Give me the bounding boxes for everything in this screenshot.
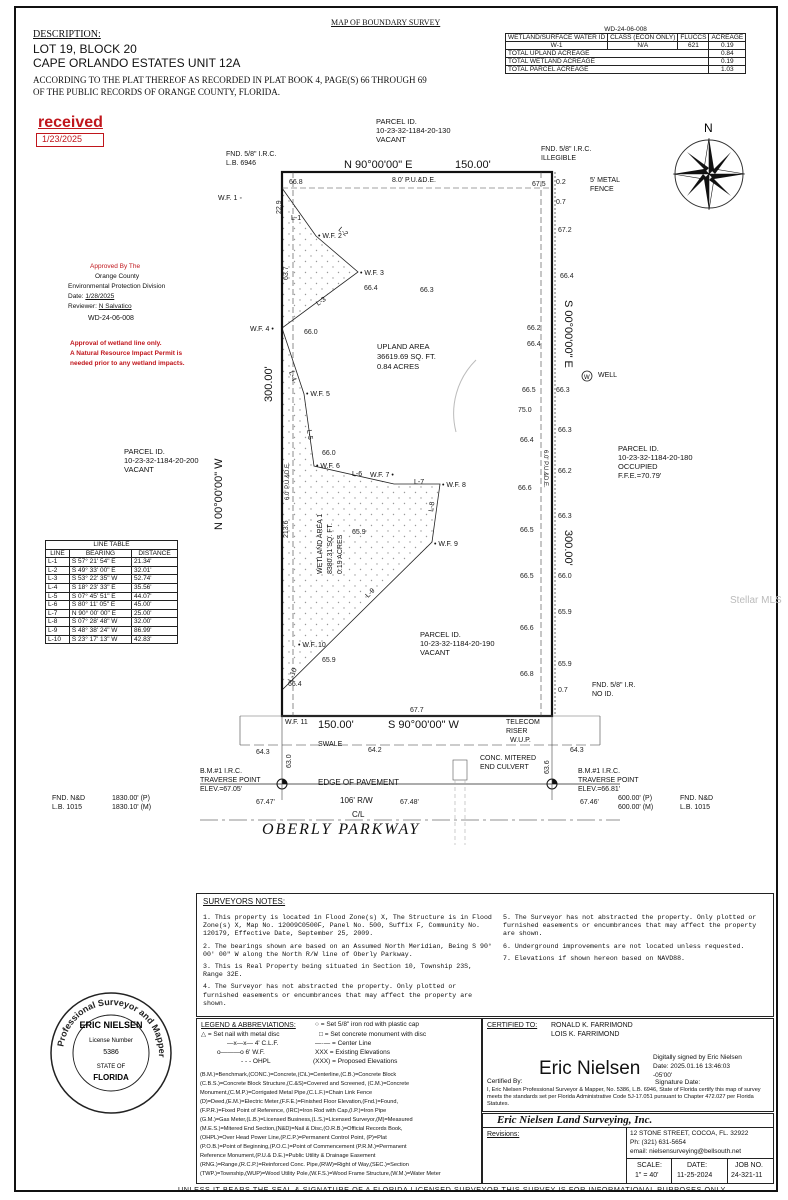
certification-box (482, 1018, 774, 1112)
svg-text:75.0: 75.0 (518, 407, 532, 414)
legend-conc-mon: = Set concrete monument with disc (324, 1031, 427, 1038)
svg-text:66.2: 66.2 (527, 325, 541, 332)
svg-text:66.4: 66.4 (520, 437, 534, 444)
svg-text:0.7: 0.7 (558, 687, 568, 694)
parcel-right-status: OCCUPIED (618, 462, 658, 471)
parcel-bottom-id: 10-23-32-1184-20-190 (420, 639, 495, 648)
wetland-table-title: WD-24-06-008 (604, 26, 647, 33)
table-row (46, 558, 178, 567)
lt-cell: L-9 (46, 626, 70, 635)
fnd-nd-left-lb: L.B. 1015 (52, 804, 82, 811)
culvert-label-2: END CULVERT (480, 764, 529, 771)
svg-text:L-6: L-6 (352, 471, 363, 478)
reviewer-label: Reviewer: (68, 303, 97, 310)
scale-value: 1" = 40' (635, 1172, 659, 1179)
svg-text:66.5: 66.5 (522, 387, 536, 394)
note-item: 5. The Surveyor has not abstracted the property. Only plotted or furnished easements or encumbrances that may affect the property are shown. (503, 914, 757, 938)
lt-cell: 25.00' (132, 609, 178, 618)
wt-cell: W-1 (506, 42, 608, 50)
south-distance: 150.00' (318, 719, 354, 731)
surveyor-seal (48, 990, 174, 1116)
legend-center: = Center Line (331, 1040, 372, 1047)
table-row (46, 635, 178, 644)
svg-text:• W.F. 5: • W.F. 5 (306, 391, 330, 398)
right-of-way: 106' R/W (340, 796, 373, 805)
svg-text:64.2: 64.2 (368, 747, 382, 754)
wt-total-label: TOTAL WETLAND ACREAGE (506, 58, 709, 66)
lt-cell: N 90° 00' 00" E (69, 609, 131, 618)
certified-by-label: Certified By: (487, 1078, 523, 1085)
wt-total-value: 0.84 (709, 50, 746, 58)
svg-text:• W.F. 9: • W.F. 9 (434, 541, 458, 548)
company-phone: Ph: (321) 631-5654 (630, 1139, 687, 1146)
centerline-label: C/L (352, 810, 365, 819)
lt-cell: S 53° 22' 35" W (69, 575, 131, 584)
svg-text:67.47': 67.47' (256, 799, 275, 806)
svg-text:N: N (704, 121, 713, 135)
bm-left-1: B.M.#1 I.R.C. (200, 768, 243, 775)
abbr-line: (F.P.R.)=Fixed Point of Reference, (IRC)=Iron Rod with Cap,(I.P.)=Iron Pipe (200, 1108, 387, 1114)
south-bearing: S 90°00'00" W (388, 719, 459, 731)
lt-cell: S 07° 28' 48" W (69, 618, 131, 627)
certification-statement: I, Eric Nielsen Professional Surveyor & Mapper, No. 5386, L.B. 6946, State of Florida certify this map of survey meets the standards set per Florida Administrative Code 5J-17.051 pursuant to Chapter 472.027 per Florida Statutes. (487, 1087, 761, 1107)
date-label: DATE: (687, 1162, 708, 1169)
svg-text:W.F. 1 ◦: W.F. 1 ◦ (218, 195, 242, 202)
svg-text:64.3: 64.3 (256, 749, 270, 756)
wetland-area-label: WETLAND AREA 1 (317, 513, 324, 574)
well-label: WELL (598, 372, 618, 379)
svg-text:66.5: 66.5 (520, 527, 534, 534)
lot-block: LOT 19, BLOCK 20 (33, 42, 137, 56)
east-bearing: S 00°00'00" E (562, 300, 574, 368)
fence-label-2: FENCE (590, 186, 614, 193)
lt-cell: 44.07' (132, 592, 178, 601)
svg-text:66.2: 66.2 (558, 468, 572, 475)
description-label: DESCRIPTION: (33, 29, 101, 40)
parcel-top-status: VACANT (376, 135, 406, 144)
svg-text:L-1: L-1 (291, 215, 302, 222)
certified-name-2: LOIS K. FARRIMOND (551, 1031, 620, 1038)
wetland-area-polygon (282, 188, 440, 690)
lt-cell: 52.74' (132, 575, 178, 584)
lt-header: LINE (46, 549, 70, 558)
certified-name-1: RONALD K. FARRIMOND (551, 1022, 633, 1029)
fnd-se-2: NO ID. (592, 691, 614, 698)
svg-text:W.F. 11: W.F. 11 (285, 719, 308, 726)
svg-text:67.5: 67.5 (532, 181, 546, 188)
abbr-line: (C.B.S.)=Concrete Block Structure,(C.&S)=Covered and Screened, (C.M.)=Concrete (200, 1081, 410, 1087)
parcel-top-id: 10-23-32-1184-20-130 (376, 126, 451, 135)
parcel-right-ffe: F.F.E.=70.79' (618, 471, 662, 480)
lt-cell: L-8 (46, 618, 70, 627)
lt-cell: L-6 (46, 601, 70, 610)
legend-clf: 4' C.L.F. (254, 1040, 279, 1047)
company-email: email: nielsensurveying@bellsouth.net (630, 1148, 742, 1155)
svg-text:64.3: 64.3 (570, 747, 584, 754)
lt-cell: S 49° 33' 00" E (69, 566, 131, 575)
svg-text:W.F. 4 •: W.F. 4 • (250, 326, 274, 333)
note-item: 6. Underground improvements are not located unless requested. (503, 942, 745, 950)
table-row (46, 609, 178, 618)
revisions-label: Revisions: (487, 1131, 520, 1138)
svg-text:66.0: 66.0 (304, 329, 318, 336)
note-item: 2. The bearings shown are based on an Assumed North Meridian, Being S 90° 00' 00" W along the North R/W line of Oberly Parkway. (203, 942, 492, 958)
svg-text:66.0: 66.0 (322, 450, 336, 457)
north-bearing: N 90°00'00" E (344, 159, 413, 171)
note-item: 4. The Surveyor has not abstracted the property. Only plotted or furnished easements or encumbrances that may affect the property are shown. (203, 983, 473, 1007)
company-name: Eric Nielsen Land Surveying, Inc. (497, 1114, 653, 1126)
bm-right-2: TRAVERSE POINT (578, 777, 639, 784)
wt-header: ACREAGE (709, 34, 746, 42)
abbr-line: Reference Monument,(P.U.& D.E.)=Public Utility & Drainage Easement (200, 1153, 376, 1159)
reviewer: N Salvatico (98, 303, 132, 310)
lt-cell: S 18° 23' 33" E (69, 583, 131, 592)
wt-header: CLASS (ECON ONLY) (608, 34, 678, 42)
pude-west: 6.0' P.U.&D.E. (285, 462, 291, 500)
legend-existing: XXX = Existing Elevations (315, 1049, 390, 1056)
svg-text:66.8: 66.8 (520, 671, 534, 678)
legend-wf: 6' W.F. (245, 1049, 265, 1056)
approval-note-3: needed prior to any wetland impacts. (70, 360, 185, 367)
lt-cell: L-5 (46, 592, 70, 601)
wt-cell: 621 (678, 42, 709, 50)
svg-text:67.7: 67.7 (410, 707, 424, 714)
wt-total-label: TOTAL UPLAND ACREAGE (506, 50, 709, 58)
riser-label: RISER (506, 728, 528, 735)
mls-watermark: Stellar MLS (730, 595, 782, 606)
job-label: JOB NO. (735, 1162, 764, 1169)
line-table (45, 540, 178, 644)
svg-text:• W.F. 6: • W.F. 6 (316, 463, 340, 470)
certified-to-label: CERTIFIED TO: (487, 1022, 538, 1029)
wt-total-label: TOTAL PARCEL ACREAGE (506, 66, 709, 74)
received-date: 1/23/2025 (42, 134, 83, 144)
lt-header: BEARING (69, 549, 131, 558)
svg-text:66.0: 66.0 (558, 573, 572, 580)
svg-text:W: W (584, 375, 590, 381)
svg-text:63.0: 63.0 (286, 754, 293, 768)
approval-note-1: Approval of wetland line only. (70, 340, 162, 347)
svg-text:66.5: 66.5 (520, 573, 534, 580)
svg-text:66.4: 66.4 (560, 273, 574, 280)
abbr-line: (M.E.S.)=Mitered End Section,(N&D)=Nail & Disc,(O.R.B.)=Official Records Book, (200, 1126, 403, 1132)
abbr-line: (TWP.)=Township,(WUP)=Wood Utility Pole,(W.F.S.)=Wood Frame Structure,(W.M.)=Water Meter (200, 1171, 441, 1177)
lt-cell: 86.99' (132, 626, 178, 635)
svg-text:• W.F. 3: • W.F. 3 (360, 270, 384, 277)
legend-proposed: (XXX) = Proposed Elevations (313, 1058, 398, 1065)
table-row (46, 575, 178, 584)
lt-cell: L-1 (46, 558, 70, 567)
abbr-line: (G.M.)=Gas Meter,(L.B.)=Licensed Business,(L.S.)=Licensed Surveyor,(M)=Measured (200, 1117, 413, 1123)
fnd-nd-right-lb: L.B. 1015 (680, 804, 710, 811)
wt-cell: N/A (608, 42, 678, 50)
west-bearing: N 00°00'00" W (213, 458, 225, 530)
abbr-line: (P.O.B.)=Point of Beginning,(P.O.C.)=Point of Commencement (P.R.M.)=Permanent (200, 1144, 407, 1150)
parcel-top-label: PARCEL ID. (376, 117, 417, 126)
digital-sign-1: Digitally signed by Eric Nielsen (653, 1054, 742, 1061)
svg-text:L-9: L-9 (364, 587, 377, 600)
svg-text:66.6: 66.6 (518, 485, 532, 492)
bm-right-1: B.M.#1 I.R.C. (578, 768, 621, 775)
abbr-line: (RNG.)=Range,(R.C.P.)=Reinforced Conc. Pipe,(R\W)=Right of Way,(SEC.)=Section (200, 1162, 409, 1168)
culvert-label: CONC. MITERED (480, 755, 536, 762)
svg-text:66.4: 66.4 (364, 285, 378, 292)
scale-label: SCALE: (637, 1162, 662, 1169)
line-table-title: LINE TABLE (46, 541, 178, 550)
table-row (46, 592, 178, 601)
footer-disclaimer: UNLESS IT BEARS THE SEAL & SIGNATURE OF A FLORIDA LICENSED SURVEYOR THIS SURVEY IS FOR INFORMATIONAL PURPOSES ONLY (178, 1185, 726, 1194)
svg-text:• W.F. 10: • W.F. 10 (298, 642, 326, 649)
parcel-right-label: PARCEL ID. (618, 444, 659, 453)
fnd-ne: FND. 5/8" I.R.C. (541, 146, 592, 153)
lt-header: DISTANCE (132, 549, 178, 558)
wetland-area-sqft: 8380.31 SQ. FT. (327, 523, 334, 574)
legend-box: LEGEND & ABBREVIATIONS: ○ = Set 5/8" iron rod with plastic cap △ = Set nail with metal disc □ = Set concrete monument with disc —x—x— 4' C.L.F. —·— = Center Line o———o 6' W.F. XXX = Existing Elevations - - - OHPL (XXX) = Proposed Elevations (B.M.)=Benchmark,(CONC.)=Concrete,(C\L)=Centerline,(C.B.)=Concrete Block (C.B.S.)=Concrete Block Structure,(C.&S)=Covered and Screened, (C.M.)=Concrete Monument,(C.M.P.)=Corrigated Metal Pipe,(C.L.F.)=Chain Link Fence (D)=Deed,(E.M.)=Electric Meter,(F.F.E.)=Finished Floor Elevation,(Fnd.)=Found, (F.P.R.)=Fixed Point of Reference, (IRC)=Iron Rod with Cap,(I.P.)=Iron Pipe (G.M.)=Gas Meter,(L.B.)=Licensed Business,(L.S.)=Licensed Surveyor,(M)=Measured (M.E.S.)=Mitered End Section,(N&D)=Nail & Disc,(O.R.B.)=Official Records Book, (OHPL)=Over Head Power Line,(P.C.P.)=Permanent Control Point, (P)=Plat (P.O.B.)=Point of Beginning,(P.O.C.)=Point of Commencement (P.R.M.)=Permanent Reference Monument,(P.U.& D.E.)=Public Utility & Drainage Easement (RNG.)=Range,(R.C.P.)=Reinforced Conc. Pipe,(R\W)=Right of Way,(SEC.)=Section (TWP.)=Township,(WUP)=Wood Utility Pole,(W.F.S.)=Wood Frame Structure,(W.M.)=Water Meter (196, 1018, 482, 1184)
bm-right-3: ELEV.=66.81' (578, 786, 621, 793)
road-name: OBERLY PARKWAY (262, 821, 421, 838)
legend-nail: = Set nail with metal disc (207, 1031, 280, 1038)
svg-text:63.6: 63.6 (544, 760, 551, 774)
seal-state-of: STATE OF (96, 1064, 126, 1070)
map-title: MAP OF BOUNDARY SURVEY (331, 18, 441, 27)
east-distance: 300.00' (562, 530, 574, 566)
legend-set-iron: = Set 5/8" iron rod with plastic cap (320, 1021, 419, 1028)
abbr-line: (OHPL)=Over Head Power Line,(P.C.P.)=Permanent Control Point, (P)=Plat (200, 1135, 387, 1141)
svg-text:L-7: L-7 (414, 479, 425, 486)
company-box (482, 1113, 774, 1184)
svg-text:L-10: L-10 (287, 667, 299, 683)
svg-text:65.9: 65.9 (322, 657, 336, 664)
svg-text:66.3: 66.3 (558, 427, 572, 434)
west-distance: 300.00' (263, 366, 275, 402)
table-row (46, 601, 178, 610)
svg-text:63.7: 63.7 (283, 266, 290, 280)
approved-county: Orange County (95, 273, 140, 280)
parcel-bottom-status: VACANT (420, 648, 450, 657)
wt-header: WETLAND/SURFACE WATER ID (506, 34, 608, 42)
job-value: 24-321-11 (731, 1172, 763, 1179)
table-row (46, 618, 178, 627)
dist-right-measured: 600.00' (M) (618, 804, 654, 811)
legend-title: LEGEND & ABBREVIATIONS: (201, 1022, 296, 1029)
svg-text:L-4: L-4 (287, 370, 298, 383)
svg-text:67.46': 67.46' (580, 799, 599, 806)
date-value: 11-25-2024 (677, 1172, 713, 1179)
table-row (46, 583, 178, 592)
approved-wd: WD-24-06-008 (88, 315, 134, 322)
fence-label: 5' METAL (590, 177, 620, 184)
note-item: 1. This property is located in Flood Zone(s) X, The Structure is in Flood Zone(s) X, Map No. 12009C0500F, Panel No. 500, Suffix F, Community No. 120179, Effective Date, September 25, 2009. (203, 914, 492, 938)
svg-text:66.4: 66.4 (527, 341, 541, 348)
svg-text:W.F. 7 •: W.F. 7 • (370, 472, 394, 479)
svg-text:67.48': 67.48' (400, 799, 419, 806)
bm-left-3: ELEV.=67.05' (200, 786, 243, 793)
parcel-left-id: 10-23-32-1184-20-200 (124, 456, 199, 465)
signature: Eric Nielsen (539, 1058, 641, 1079)
lt-cell: L-4 (46, 583, 70, 592)
svg-text:• W.F. 8: • W.F. 8 (442, 482, 466, 489)
wetland-area-acres: 0.19 ACRES (337, 534, 344, 574)
lt-cell: L-2 (46, 566, 70, 575)
pude-top: 8.0' P.U.&D.E. (392, 177, 437, 184)
svg-text:66.3: 66.3 (556, 387, 570, 394)
svg-text:L-3: L-3 (315, 296, 328, 308)
lt-cell: 42.83' (132, 635, 178, 644)
svg-text:66.3: 66.3 (420, 287, 434, 294)
fnd-nd-right: FND. N&D (680, 795, 714, 802)
abbr-line: Monument,(C.M.P.)=Corrigated Metal Pipe,(C.L.F.)=Chain Link Fence (200, 1090, 373, 1096)
lt-cell: L-7 (46, 609, 70, 618)
edge-of-pavement: EDGE OF PAVEMENT (318, 778, 400, 787)
lt-cell: 45.00' (132, 601, 178, 610)
upland-area-sqft: 36619.69 SQ. FT. (377, 352, 436, 361)
wt-header: FLUCCS (678, 34, 709, 42)
wt-total-value: 0.19 (709, 58, 746, 66)
lt-cell: L-10 (46, 635, 70, 644)
table-row (46, 626, 178, 635)
svg-text:L-5: L-5 (305, 429, 314, 441)
svg-text:L-2: L-2 (336, 226, 349, 239)
approved-date: 1/28/2025 (85, 293, 115, 300)
north-distance: 150.00' (455, 159, 491, 171)
approved-division: Environmental Protection Division (68, 283, 166, 290)
svg-text:213.6: 213.6 (283, 520, 290, 538)
seal-number: 5386 (103, 1049, 119, 1056)
pude-east: 6.0' P.U.&D.E. (542, 450, 548, 488)
approved-by: Approved By The (90, 263, 141, 270)
swale-label: SWALE (318, 741, 343, 748)
approved-date-label: Date: (68, 293, 84, 300)
svg-text:L-8: L-8 (428, 501, 437, 513)
wt-cell: 0.19 (709, 42, 746, 50)
svg-text:0.7: 0.7 (556, 199, 566, 206)
svg-text:65.9: 65.9 (558, 661, 572, 668)
dist-left-plat: 1830.00' (P) (112, 795, 150, 802)
seal-ring-text: Professional Surveyor and Mapper (55, 996, 168, 1058)
svg-text:66.6: 66.6 (520, 625, 534, 632)
bm-left-2: TRAVERSE POINT (200, 777, 261, 784)
abbr-line: (D)=Deed,(E.M.)=Electric Meter,(F.F.E.)=Finished Floor Elevation,(Fnd.)=Found, (200, 1099, 399, 1105)
note-item: 7. Elevations if shown hereon based on NAVD88. (503, 954, 686, 962)
svg-text:66.8: 66.8 (289, 179, 303, 186)
fnd-ne-ill: ILLEGIBLE (541, 155, 577, 162)
north-arrow (673, 121, 745, 210)
legend-ohpl: OHPL (252, 1058, 271, 1065)
svg-text:0.2: 0.2 (556, 179, 566, 186)
surveyors-notes (196, 893, 774, 1017)
lt-cell: S 48° 38' 24" W (69, 626, 131, 635)
lt-cell: 32.01' (132, 566, 178, 575)
approval-note-2: A Natural Resource Impact Permit is (70, 350, 183, 357)
subdivision: CAPE ORLANDO ESTATES UNIT 12A (33, 56, 241, 70)
plat-line-2: OF THE PUBLIC RECORDS OF ORANGE COUNTY, FLORIDA. (33, 87, 280, 97)
signature-date-label: Signature Date: (655, 1079, 701, 1086)
svg-text:22.9: 22.9 (276, 200, 283, 214)
parcel-bottom-label: PARCEL ID. (420, 630, 461, 639)
note-item: 3. This is Real Property being situated in Section 10, Township 23S, Range 32E. (203, 963, 473, 979)
received-stamp: received (38, 114, 103, 131)
parcel-left-label: PARCEL ID. (124, 447, 165, 456)
seal-name: ERIC NIELSEN (79, 1020, 143, 1030)
lt-cell: S 57° 21' 54" E (69, 558, 131, 567)
telecom-label: TELECOM (506, 719, 540, 726)
notes-title: SURVEYORS NOTES: (203, 897, 286, 906)
dist-right-plat: 600.00' (P) (618, 795, 653, 802)
upland-area-acres: 0.84 ACRES (377, 362, 420, 371)
lt-cell: S 80° 11' 05" E (69, 601, 131, 610)
lt-cell: 35.56' (132, 583, 178, 592)
svg-text:65.9: 65.9 (352, 529, 366, 536)
digital-sign-3: -05'00' (653, 1072, 673, 1079)
lt-cell: S 07° 45' 51" E (69, 592, 131, 601)
digital-sign-2: Date: 2025.01.16 13:46:03 (653, 1063, 730, 1070)
lt-cell: L-3 (46, 575, 70, 584)
dist-left-measured: 1830.10' (M) (112, 804, 152, 811)
plat-line-1: ACCORDING TO THE PLAT THEREOF AS RECORDED IN PLAT BOOK 4, PAGE(S) 66 THROUGH 69 (33, 75, 427, 85)
svg-text:• W.F. 2: • W.F. 2 (318, 233, 342, 240)
wup-label: W.U.P. (510, 737, 531, 744)
svg-text:65.9: 65.9 (558, 609, 572, 616)
svg-text:66.4: 66.4 (288, 681, 302, 688)
parcel-right-id: 10-23-32-1184-20-180 (618, 453, 693, 462)
company-address: 12 STONE STREET, COCOA, FL. 32922 (630, 1130, 749, 1137)
svg-text:67.2: 67.2 (558, 227, 572, 234)
upland-area-label: UPLAND AREA (377, 342, 430, 351)
table-row (46, 566, 178, 575)
seal-florida: FLORIDA (93, 1073, 129, 1082)
fnd-nw: FND. 5/8" I.R.C. (226, 151, 277, 158)
lt-cell: 32.00' (132, 618, 178, 627)
fnd-nw-lb: L.B. 6946 (226, 160, 256, 167)
fnd-se: FND. 5/8" I.R. (592, 682, 636, 689)
lt-cell: S 23° 17' 13" W (69, 635, 131, 644)
lt-cell: 21.34' (132, 558, 178, 567)
abbr-line: (B.M.)=Benchmark,(CONC.)=Concrete,(C\L)=Centerline,(C.B.)=Concrete Block (200, 1072, 397, 1078)
wt-total-value: 1.03 (709, 66, 746, 74)
seal-license: License Number (89, 1038, 133, 1044)
svg-text:66.3: 66.3 (558, 513, 572, 520)
parcel-left-status: VACANT (124, 465, 154, 474)
fnd-nd-left: FND. N&D (52, 795, 86, 802)
